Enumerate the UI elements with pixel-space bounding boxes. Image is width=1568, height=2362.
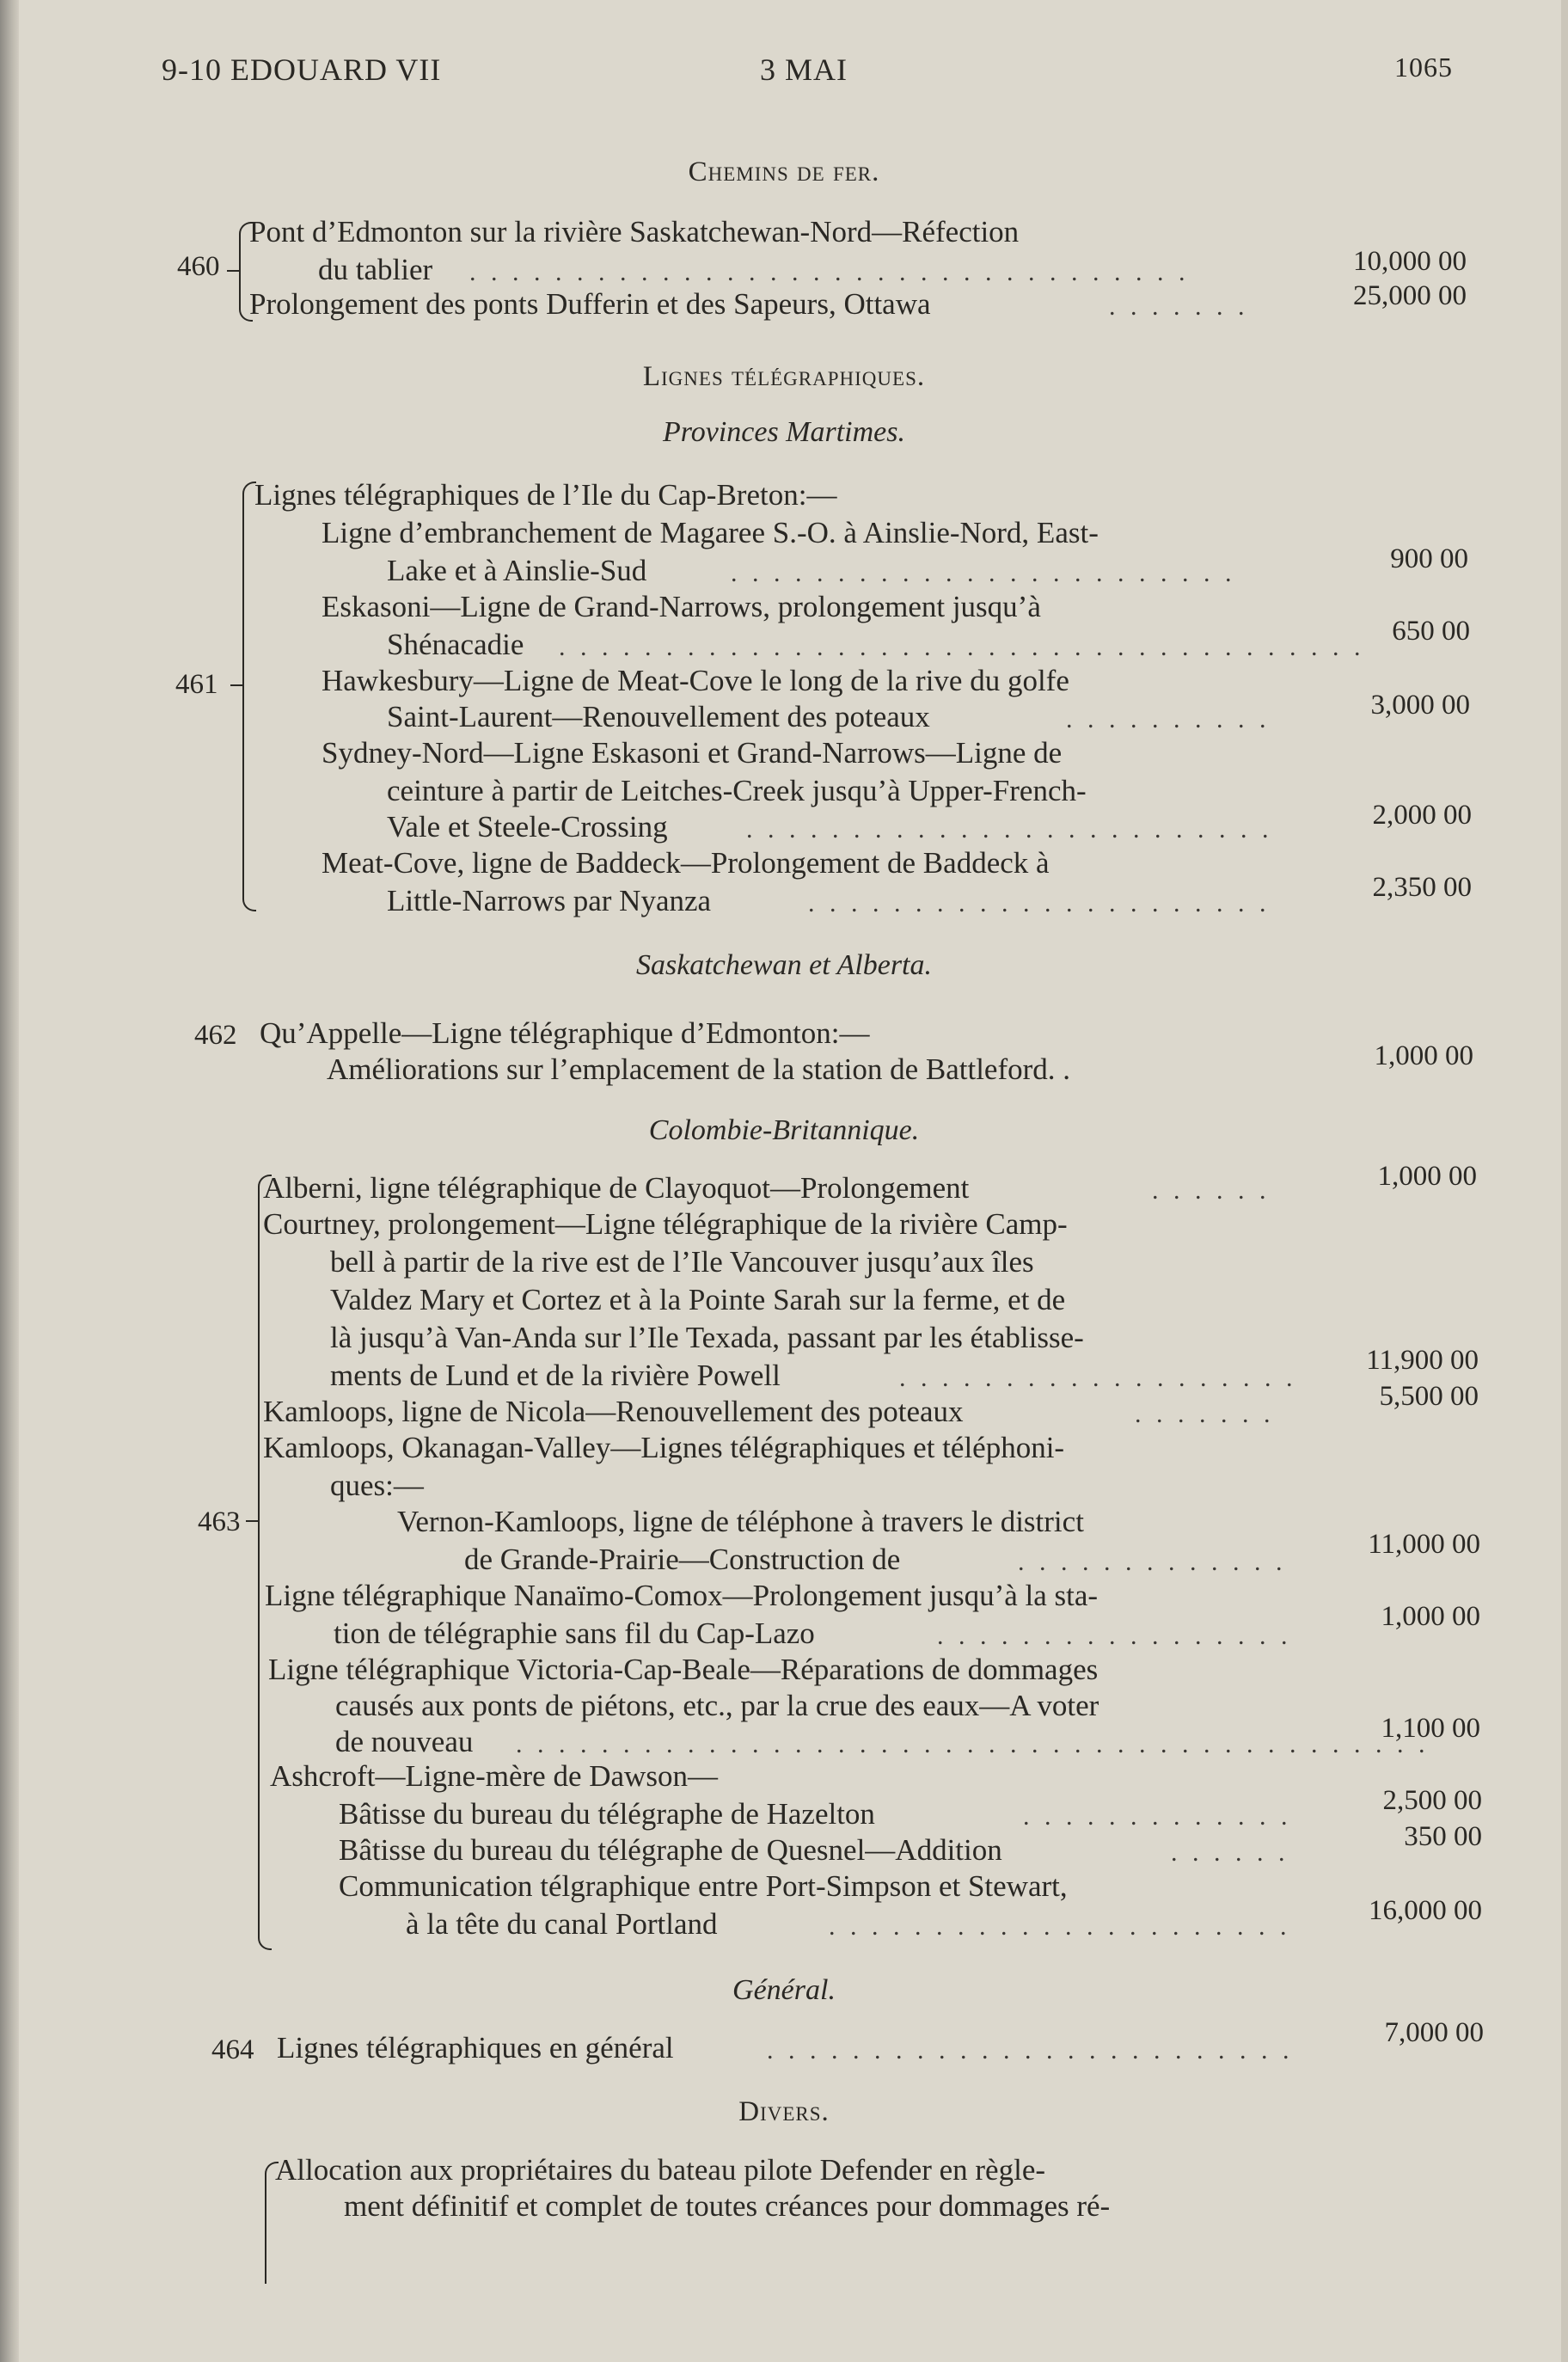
amount-464: 7,000 00 (1384, 2017, 1484, 2048)
leader-dots: . . . . . . . . . . . . . . . . . . . (899, 1364, 1297, 1392)
amount-463u: 16,000 00 (1369, 1895, 1482, 1926)
amount-463a: 1,000 00 (1377, 1161, 1477, 1192)
line-463p: de nouveau (335, 1725, 474, 1758)
line-463b: Courtney, prolongement—Ligne télégraphique de la rivière Camp- (263, 1207, 1068, 1241)
line-463i: ques:— (330, 1469, 424, 1502)
leader-dots: . . . . . . . . . . . . . . . . . . . . . . . . (731, 559, 1236, 587)
subheading-colombie: Colombie-Britannique. (648, 1114, 920, 1146)
line-460a: Pont d’Edmonton sur la rivière Saskatchewan-Nord—Réfection (249, 215, 1020, 248)
line-463d: Valdez Mary et Cortez et à la Pointe Sarah sur la ferme, et de (330, 1283, 1066, 1316)
section-heading-chemins: Chemins de fer. (688, 156, 880, 187)
line-461c: Lake et à Ainslie-Sud (387, 554, 647, 587)
line-461a: Lignes télégraphiques de l’Ile du Cap-Breton:— (254, 478, 837, 512)
amount-461e: 650 00 (1392, 616, 1470, 647)
leader-dots: . . . . . . . . . . . . . . . . . . . . . . . . . (767, 2036, 1294, 2064)
line-463j: Vernon-Kamloops, ligne de téléphone à travers le district (397, 1505, 1084, 1538)
line-463c: bell à partir de la rive est de l’Ile Vancouver jusqu’aux îles (330, 1245, 1034, 1279)
amount-462b: 1,000 00 (1374, 1040, 1473, 1071)
line-463f: ments de Lund et de la rivière Powell (330, 1359, 781, 1392)
running-header-date: 3 MAI (760, 52, 848, 87)
page-edge (1561, 0, 1568, 2362)
leader-dots: . . . . . . (1171, 1838, 1289, 1867)
brace-tip-463 (246, 1520, 258, 1522)
line-461b: Ligne d’embranchement de Magaree S.-O. à Ainslie-Nord, East- (322, 516, 1099, 549)
section-heading-divers: Divers. (738, 2096, 830, 2127)
item-number-461: 461 (175, 669, 218, 700)
line-461f: Hawkesbury—Ligne de Meat-Cove le long de la rive du golfe (322, 664, 1069, 697)
line-461k: Meat-Cove, ligne de Baddeck—Prolongement de Baddeck à (322, 846, 1050, 880)
running-header-left: 9-10 EDOUARD VII (162, 52, 442, 87)
subheading-saskatchewan: Saskatchewan et Alberta. (635, 949, 933, 981)
line-465b: ment définitif et complet de toutes créances pour dommages ré- (344, 2189, 1111, 2223)
line-463k: de Grande-Prairie—Construction de (464, 1543, 901, 1576)
line-463m: tion de télégraphie sans fil du Cap-Lazo (334, 1617, 815, 1650)
leader-dots: . . . . . . . . . . . . . . . . . (937, 1622, 1292, 1650)
leader-dots: . . . . . . (1152, 1176, 1271, 1205)
brace-463 (258, 1175, 272, 1950)
line-462b: Améliorations sur l’emplacement de la station de Battleford. . (327, 1052, 1071, 1086)
line-465a: Allocation aux propriétaires du bateau pilote Defender en règle- (275, 2153, 1046, 2187)
line-461g: Saint-Laurent—Renouvellement des poteaux (387, 700, 930, 733)
leader-dots: . . . . . . . . . . . . . (1018, 1548, 1287, 1576)
item-number-463: 463 (198, 1506, 241, 1537)
leader-dots: . . . . . . . (1109, 292, 1249, 321)
binding-edge (0, 0, 19, 2362)
amount-463f: 11,900 00 (1366, 1345, 1479, 1376)
line-463r: Bâtisse du bureau du télégraphe de Hazelton (339, 1797, 875, 1831)
leader-dots: . . . . . . . (1135, 1400, 1275, 1428)
brace-tip-460 (227, 270, 239, 272)
leader-dots: . . . . . . . . . . . . . . . . . . . . . . . . . . . . . . . . . . . . . . . . . . . (516, 1730, 1430, 1758)
leader-dots: . . . . . . . . . . . . . . . . . . . . . . (829, 1912, 1291, 1941)
line-463g: Kamloops, ligne de Nicola—Renouvellement des poteaux (263, 1395, 964, 1428)
amount-460c: 25,000 00 (1353, 280, 1467, 311)
line-463o: causés aux ponts de piétons, etc., par la crue des eaux—A voter (335, 1689, 1099, 1722)
leader-dots: . . . . . . . . . . . . . . . . . . . . . . . . . . . . . . . . . . . . . . (559, 633, 1365, 661)
subheading-general: Général. (732, 1974, 836, 2006)
leader-dots: . . . . . . . . . . . . . . . . . . . . . . (808, 889, 1271, 917)
line-463s: Bâtisse du bureau du télégraphe de Quesnel—Addition (339, 1833, 1002, 1867)
amount-463m: 1,000 00 (1381, 1601, 1480, 1632)
line-461h: Sydney-Nord—Ligne Eskasoni et Grand-Narrows—Ligne de (322, 736, 1063, 770)
leader-dots: . . . . . . . . . . . . . . . . . . . . . . . . . . . . . . . . . . (469, 258, 1190, 286)
line-461e: Shénacadie (387, 628, 524, 661)
page-number: 1065 (1394, 52, 1453, 83)
line-460c: Prolongement des ponts Dufferin et des Sapeurs, Ottawa (249, 287, 931, 321)
line-463l: Ligne télégraphique Nanaïmo-Comox—Prolongement jusqu’à la sta- (265, 1579, 1099, 1612)
item-number-460: 460 (177, 251, 220, 282)
item-number-464: 464 (211, 2034, 254, 2065)
amount-461l: 2,350 00 (1372, 872, 1472, 903)
line-463u: à la tête du canal Portland (406, 1907, 718, 1941)
line-461d: Eskasoni—Ligne de Grand-Narrows, prolongement jusqu’à (322, 590, 1041, 623)
amount-463p: 1,100 00 (1381, 1713, 1480, 1744)
leader-dots: . . . . . . . . . . (1066, 705, 1271, 733)
subheading-provinces: Provinces Martimes. (662, 416, 905, 448)
line-463h: Kamloops, Okanagan-Valley—Lignes télégraphiques et téléphoni- (263, 1431, 1065, 1464)
item-number-462: 462 (194, 1020, 237, 1051)
amount-461c: 900 00 (1390, 543, 1468, 574)
line-462a: Qu’Appelle—Ligne télégraphique d’Edmonton:— (260, 1016, 870, 1050)
line-463t: Communication télgraphique entre Port-Simpson et Stewart, (339, 1869, 1068, 1903)
amount-463g: 5,500 00 (1379, 1381, 1479, 1412)
amount-463s: 350 00 (1404, 1821, 1482, 1852)
brace-tip-461 (230, 684, 242, 686)
amount-460b: 10,000 00 (1353, 246, 1467, 277)
line-463n: Ligne télégraphique Victoria-Cap-Beale—Réparations de dommages (268, 1653, 1099, 1686)
amount-461j: 2,000 00 (1372, 800, 1472, 831)
section-heading-lignes: Lignes télégraphiques. (642, 361, 926, 392)
leader-dots: . . . . . . . . . . . . . . . . . . . . . . . . . (746, 815, 1273, 844)
line-460b: du tablier (318, 253, 433, 286)
amount-461g: 3,000 00 (1370, 690, 1470, 721)
line-463q: Ashcroft—Ligne-mère de Dawson— (270, 1759, 718, 1793)
brace-461 (242, 482, 256, 911)
leader-dots: . . . . . . . . . . . . . (1023, 1802, 1292, 1831)
amount-463r: 2,500 00 (1382, 1785, 1482, 1816)
amount-463k: 11,000 00 (1368, 1529, 1480, 1560)
line-461l: Little-Narrows par Nyanza (387, 884, 712, 917)
line-463a: Alberni, ligne télégraphique de Clayoquot—Prolongement (263, 1171, 970, 1205)
line-464: Lignes télégraphiques en général (277, 2031, 674, 2064)
line-461j: Vale et Steele-Crossing (387, 810, 668, 844)
line-463e: là jusqu’à Van-Anda sur l’Ile Texada, passant par les établisse- (330, 1321, 1084, 1354)
line-461i: ceinture à partir de Leitches-Creek jusqu’à Upper-French- (387, 774, 1087, 807)
